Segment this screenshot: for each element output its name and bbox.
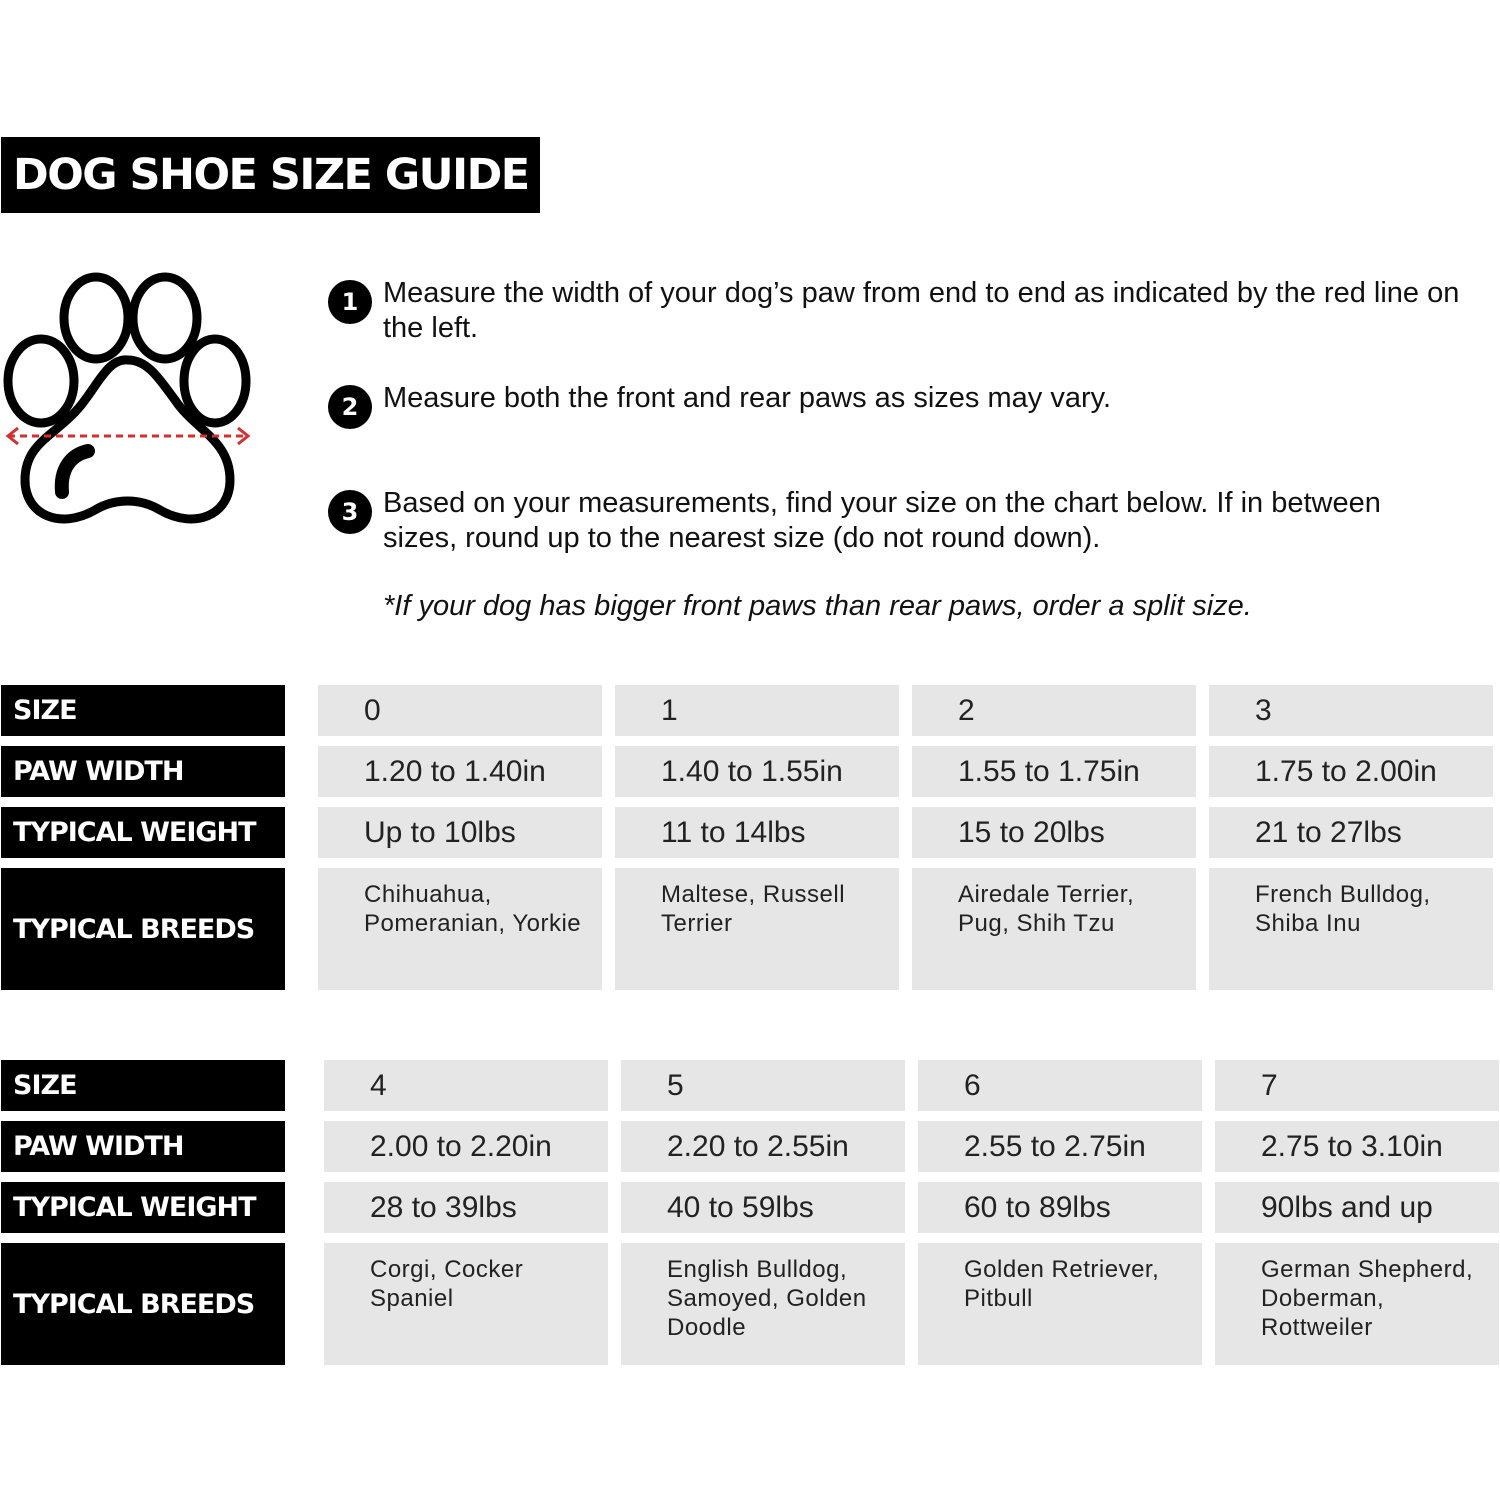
table-cell-weight: 15 to 20lbs [912,807,1196,858]
table-cell-paw-width: 2.20 to 2.55in [621,1121,905,1172]
table-cell-weight: 11 to 14lbs [615,807,899,858]
table-cell-paw-width: 2.75 to 3.10in [1215,1121,1499,1172]
table-cell-breeds: Chihuahua, Pomeranian, Yorkie [318,868,602,990]
table-cell-breeds: French Bulldog, Shiba Inu [1209,868,1493,990]
table-cell-paw-width: 2.55 to 2.75in [918,1121,1202,1172]
step-number-badge: 1 [328,280,372,324]
table-cell-breeds: Corgi, Cocker Spaniel [324,1243,608,1365]
table-cell-breeds: English Bulldog, Samoyed, Golden Doodle [621,1243,905,1365]
table-cell-size: 6 [918,1060,1202,1111]
instruction-step-2 [328,381,1478,421]
table-cell-weight: 40 to 59lbs [621,1182,905,1233]
table-cell-paw-width: 1.40 to 1.55in [615,746,899,797]
table-cell-paw-width: 1.20 to 1.40in [318,746,602,797]
table-cell-weight: 28 to 39lbs [324,1182,608,1233]
step-text: Based on your measurements, find your size on the chart below. If in between sizes, round up to the nearest size (do not round down). [383,487,1381,554]
table-cell-breeds: Maltese, Russell Terrier [615,868,899,990]
table-cell-breeds: Airedale Terrier, Pug, Shih Tzu [912,868,1196,990]
paw-measure-illustration [0,270,270,540]
table-cell-paw-width: 1.75 to 2.00in [1209,746,1493,797]
row-label-breeds: TYPICAL BREEDS [1,1243,285,1365]
table-cell-size: 3 [1209,685,1493,736]
table-cell-breeds: German Shepherd, Doberman, Rottweiler [1215,1243,1499,1365]
row-label-paw-width: PAW WIDTH [1,746,285,797]
table-cell-size: 5 [621,1060,905,1111]
page-title: DOG SHOE SIZE GUIDE [1,137,540,213]
toe-pad-icon [64,277,128,359]
table-cell-paw-width: 2.00 to 2.20in [324,1121,608,1172]
toe-pad-icon [133,277,197,359]
table-cell-size: 7 [1215,1060,1499,1111]
row-label-breeds: TYPICAL BREEDS [1,868,285,990]
table-cell-breeds: Golden Retriever, Pitbull [918,1243,1202,1365]
step-number-badge: 2 [328,385,372,429]
instruction-step-1 [328,276,1478,346]
toe-pad-icon [8,339,74,423]
row-label-weight: TYPICAL WEIGHT [1,1182,285,1233]
instruction-step-3 [328,486,1388,556]
table-cell-size: 1 [615,685,899,736]
row-label-size: SIZE [1,685,285,736]
row-label-weight: TYPICAL WEIGHT [1,807,285,858]
table-cell-size: 4 [324,1060,608,1111]
step-text: Measure the width of your dog’s paw from end to end as indicated by the red line on the left. [383,277,1460,344]
row-label-size: SIZE [1,1060,285,1111]
table-cell-weight: 60 to 89lbs [918,1182,1202,1233]
step-text: Measure both the front and rear paws as sizes may vary. [383,382,1112,414]
table-cell-size: 0 [318,685,602,736]
step-number-badge: 3 [328,490,372,534]
split-size-note: *If your dog has bigger front paws than rear paws, order a split size. [383,590,1252,622]
table-cell-weight: 90lbs and up [1215,1182,1499,1233]
toe-pad-icon [184,339,246,423]
table-cell-weight: Up to 10lbs [318,807,602,858]
table-cell-weight: 21 to 27lbs [1209,807,1493,858]
row-label-paw-width: PAW WIDTH [1,1121,285,1172]
table-cell-size: 2 [912,685,1196,736]
table-cell-paw-width: 1.55 to 1.75in [912,746,1196,797]
